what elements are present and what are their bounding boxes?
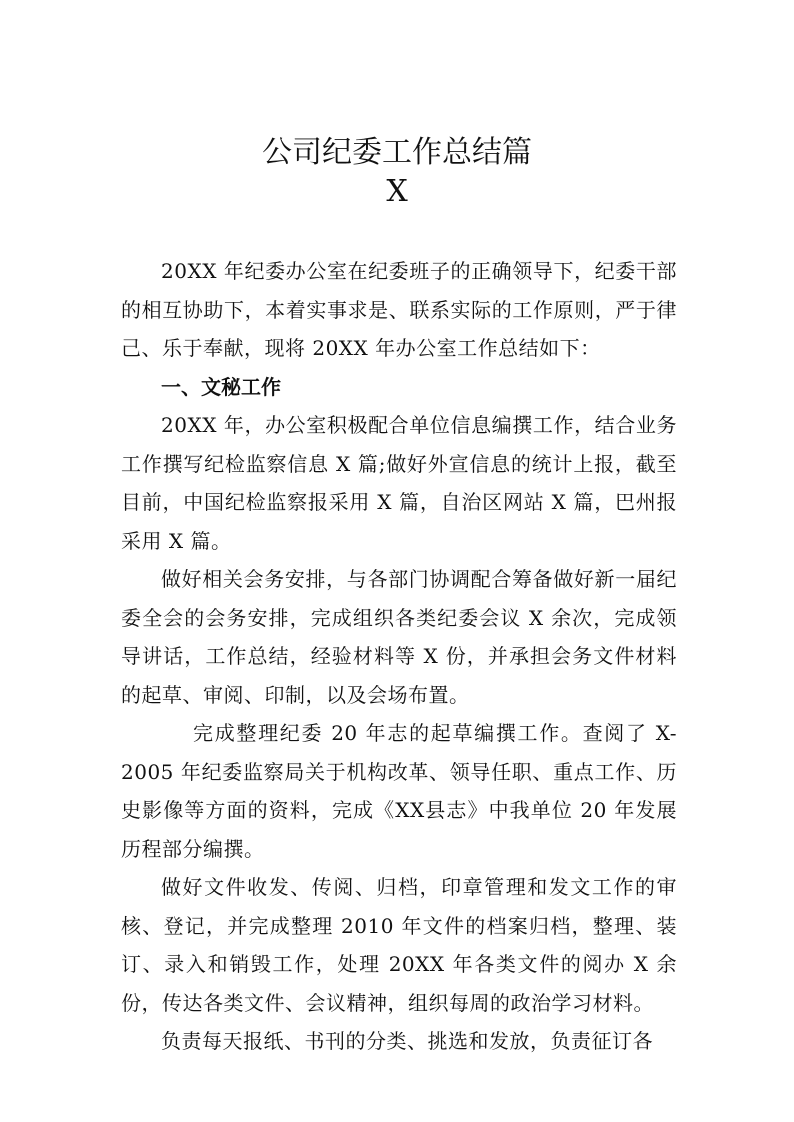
body-paragraph: 20XX 年，办公室积极配合单位信息编撰工作，结合业务工作撰写纪检监察信息 X 篇;做好外宣信息的统计上报，截至目前，中国纪检监察报采用 X 篇，自治区网站 X 篇，巴州报采用 X 篇。 [121,413,677,553]
section-heading: 一、文秘工作 [161,374,281,399]
body-paragraph: 完成整理纪委 20 年志的起草编撰工作。查阅了 X-2005 年纪委监察局关于机构改革、领导任职、重点工作、历史影像等方面的资料，完成《XX县志》中我单位 20 年发展历程部分编撰。 [121,721,677,861]
intro-paragraph: 20XX 年纪委办公室在纪委班子的正确领导下，纪委干部的相互协助下，本着实事求是、联系实际的工作原则，严于律己、乐于奉献，现将 20XX 年办公室工作总结如下： [121,259,677,360]
body-paragraph: 做好相关会务安排，与各部门协调配合筹备做好新一届纪委全会的会务安排，完成组织各类纪委会议 X 余次，完成领导讲话，工作总结，经验材料等 X 份，并承担会务文件材料的起草、审阅、印制，以及会场布置。 [121,567,677,707]
body-paragraph: 做好文件收发、传阅、归档，印章管理和发文工作的审核、登记，并完成整理 2010 年文件的档案归档，整理、装订、录入和销毁工作，处理 20XX 年各类文件的阅办 X 余份，传达各类文件、会议精神，组织每周的政治学习材料。 [121,875,677,1015]
body-paragraph: 负责每天报纸、书刊的分类、挑选和发放，负责征订各 [161,1029,653,1053]
document-title: 公司纪委工作总结篇 [262,135,532,170]
document-title-line2: X [386,174,408,209]
document-body [121,252,677,1061]
